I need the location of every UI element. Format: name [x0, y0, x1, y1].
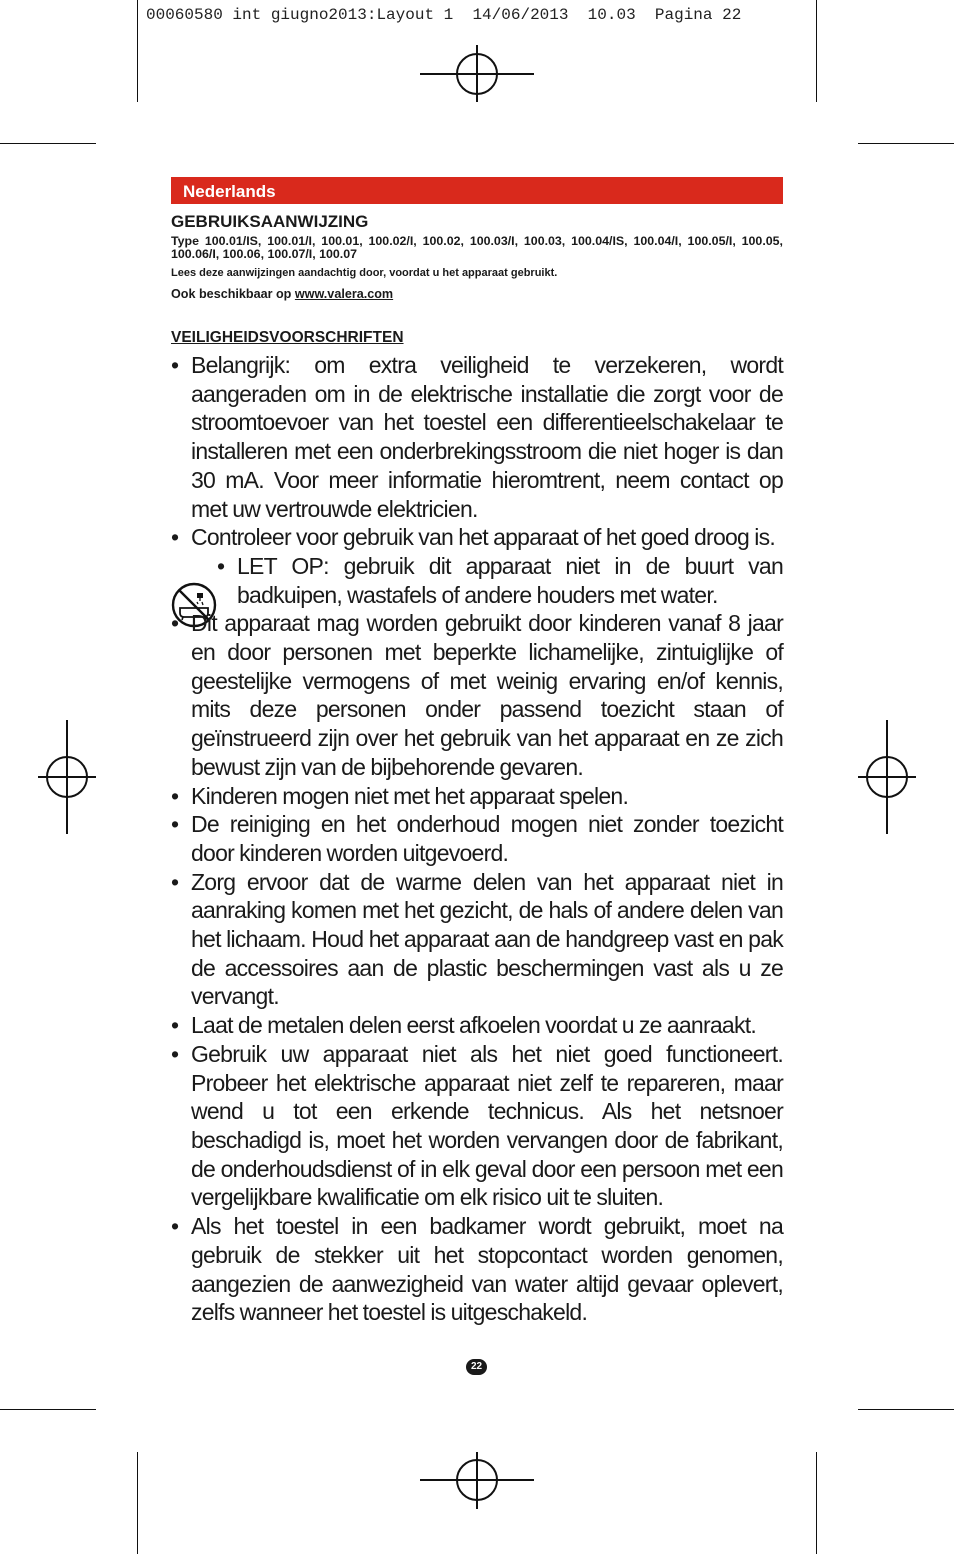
- list-item-warning: • LET OP: gebruik dit apparaat niet in de buurt van badkuipen, wastafels of andere houders met water.: [217, 552, 783, 609]
- crop-mark: [0, 1409, 96, 1410]
- list-item: • Laat de metalen delen eerst afkoelen voordat u ze aanraakt.: [171, 1011, 783, 1040]
- print-slug: 00060580 int giugno2013:Layout 1 14/06/2013 10.03 Pagina 22: [146, 6, 742, 24]
- crop-mark: [858, 1409, 954, 1410]
- list-item: • Als het toestel in een badkamer wordt gebruikt, moet na gebruik de stekker uit het stopcontact worden genomen, aangezien de aanwezigheid van water altijd gevaar oplevert, zelfs wanneer het toestel is uitgeschakeld.: [171, 1212, 783, 1327]
- list-item: • Gebruik uw apparaat niet als het niet goed functioneert. Probeer het elektrische apparaat niet zelf te repareren, maar wend u tot een erkende technicus. Als het netsnoer beschadigd is, moet het worden vervangen door de fabrikant, de onderhoudsdienst of in elk geval door een persoon met een vergelijkbare kwalificatie om elk risico uit te sluiten.: [171, 1040, 783, 1212]
- website-link[interactable]: www.valera.com: [294, 287, 394, 301]
- list-item: • Controleer voor gebruik van het apparaat of het goed droog is.: [171, 523, 783, 552]
- page-number: 22: [466, 1359, 487, 1375]
- manual-title: GEBRUIKSAANWIJZING: [171, 212, 369, 231]
- registration-circle: [866, 756, 908, 798]
- crop-mark: [816, 1452, 817, 1554]
- list-item: • Kinderen mogen niet met het apparaat spelen.: [171, 782, 783, 811]
- list-item: • Belangrijk: om extra veiligheid te verzekeren, wordt aangeraden om in de elektrische installatie die zorgt voor de stroomtoevoer van het toestel een differentieelschakelaar te installeren met een onderbrekingsstroom die niet hoger is dan 30 mA. Voor meer informatie hieromtrent, neem contact op met uw vertrouwde elektricien.: [171, 351, 783, 523]
- list-item: • Zorg ervoor dat de warme delen van het apparaat niet in aanraking komen met het gezicht, de hals of andere delen van het lichaam. Houd het apparaat aan de handgreep vast en pak de accessoires aan de plastic beschermingen vast als u ze vervangt.: [171, 868, 783, 1012]
- list-item: • Dit apparaat mag worden gebruikt door kinderen vanaf 8 jaar en door personen met beperkte lichamelijke, zintuiglijke of geestelijke vermogens of met weinig ervaring en/of kennis, mits deze personen onder passend toezicht staan of geïnstrueerd zijn over het gebruik van het apparaat en ze zich bewust zijn van de bijbehorende gevaren.: [171, 609, 783, 781]
- registration-circle: [456, 53, 498, 95]
- list-item: • De reiniging en het onderhoud mogen niet zonder toezicht door kinderen worden uitgevoerd.: [171, 810, 783, 867]
- crop-mark: [816, 0, 817, 102]
- crop-mark: [137, 0, 138, 102]
- crop-mark: [137, 1452, 138, 1554]
- availability-line: [171, 287, 393, 301]
- safety-list: [171, 351, 783, 1327]
- crop-mark: [858, 143, 954, 144]
- crop-mark: [0, 143, 96, 144]
- section-title: VEILIGHEIDSVOORSCHRIFTEN: [171, 329, 404, 346]
- registration-circle: [46, 756, 88, 798]
- language-tab: Nederlands: [171, 177, 783, 204]
- model-types: Type 100.01/IS, 100.01/I, 100.01, 100.02/I, 100.02, 100.03/I, 100.03, 100.04/IS, 100.04/I, 100.05/I, 100.05, 100.06/I, 100.06, 100.07/I, 100.07: [171, 234, 783, 261]
- read-notice: Lees deze aanwijzingen aandachtig door, voordat u het apparaat gebruikt.: [171, 267, 558, 279]
- availability-prefix: Ook beschikbaar op: [171, 287, 295, 301]
- registration-circle: [456, 1459, 498, 1501]
